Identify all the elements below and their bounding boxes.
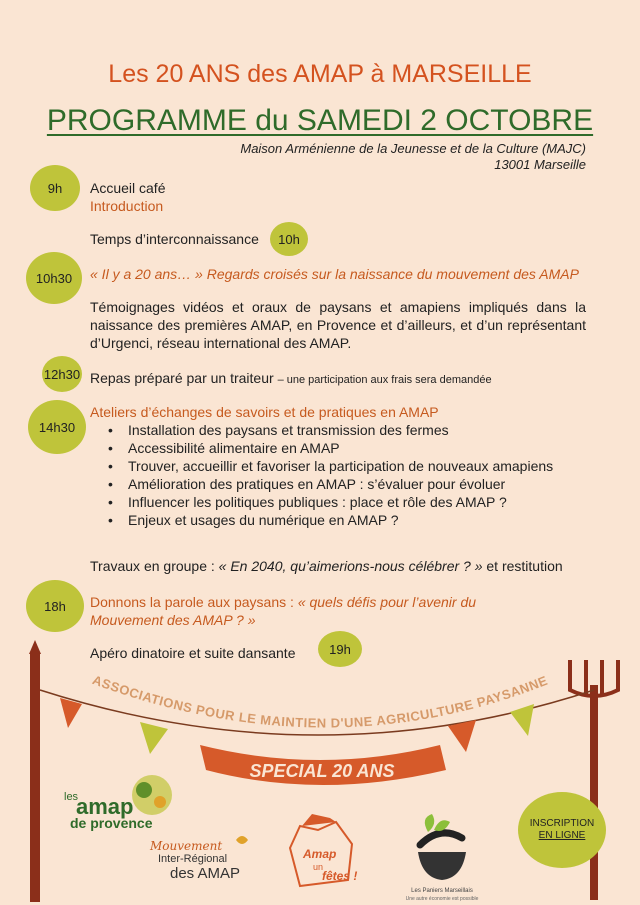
program-12h30 — [90, 369, 492, 389]
time-badge-19h: 19h — [318, 631, 362, 667]
svg-text:amap: amap — [76, 794, 134, 819]
bunting-decoration — [500, 0, 640, 105]
miramap-logo — [149, 836, 248, 882]
list-item: • Amélioration des pratiques en AMAP : s’évaluer pour évoluer — [90, 475, 586, 493]
svg-text:fêtes !: fêtes ! — [322, 869, 358, 883]
inscription-link[interactable]: EN LIGNE — [538, 830, 586, 841]
ilya20ans-quote: « Il y a 20 ans… » — [90, 266, 203, 282]
page-title: Les 20 ANS des AMAP à MARSEILLE — [108, 60, 532, 88]
time-badge-9h: 9h — [30, 165, 80, 211]
svg-text:Inter-Régional: Inter-Régional — [158, 853, 228, 865]
svg-text:ASSOCIATIONS POUR LE MAINTIEN — [91, 672, 550, 730]
program-10h30-title — [90, 265, 586, 283]
repas-note: – une participation aux frais sera demandée — [277, 374, 492, 386]
flag-orange-icon — [60, 698, 82, 728]
venue-name: Maison Arménienne de la Jeunesse et de la Culture (MAJC) — [240, 141, 586, 156]
leaf-icon — [425, 814, 434, 832]
time-badge-14h30: 14h30 — [28, 400, 86, 454]
ateliers-list — [90, 421, 586, 529]
inscription-label: INSCRIPTION — [529, 818, 595, 829]
page-subtitle: PROGRAMME du SAMEDI 2 OCTOBRE — [46, 104, 594, 137]
leaf-icon — [434, 820, 450, 831]
introduction-text: Introduction — [90, 198, 164, 214]
time-badge-18h: 18h — [26, 580, 84, 632]
ateliers-title: Ateliers d’échanges de savoirs et de pratiques en AMAP — [90, 404, 439, 420]
repas-text: Repas préparé par un traiteur — [90, 370, 274, 386]
travaux-groupe — [90, 557, 563, 575]
svg-text:Mouvement: Mouvement — [150, 839, 223, 853]
flag-green-icon — [510, 704, 534, 736]
svg-text:les: les — [64, 791, 79, 803]
program-10h30-description: Témoignages vidéos et oraux de paysans et amapiens impliqués dans la naissance des premières AMAP, en Provence et d’ailleurs, et d’un représentant d’Urgenci, réseau international des AMAP. — [90, 299, 586, 351]
program-18h — [90, 593, 530, 629]
list-item: • Installation des paysans et transmission des fermes — [90, 421, 586, 439]
svg-text:de provence: de provence — [70, 815, 153, 831]
amap-provence-logo — [64, 775, 172, 831]
paniers-marseillais-logo — [406, 814, 479, 902]
list-item: • Influencer les politiques publiques : place et rôle des AMAP ? — [90, 493, 586, 511]
travaux-quote: « En 2040, qu’aimerions-nous célébrer ? » — [218, 558, 483, 574]
amap-fetes-logo — [290, 814, 357, 886]
travaux-suffix: et restitution — [482, 558, 563, 574]
svg-text:des AMAP: des AMAP — [170, 865, 241, 882]
regards-text: Regards croisés sur la naissance du mouvement des AMAP — [206, 266, 579, 282]
travaux-prefix: Travaux en groupe : — [90, 558, 219, 574]
list-item: • Accessibilité alimentaire en AMAP — [90, 439, 586, 457]
svg-text:un: un — [313, 862, 324, 872]
venue-address — [240, 141, 586, 173]
svg-text:Les Paniers Marseillais: Les Paniers Marseillais — [411, 888, 473, 894]
banner-arc-text: ASSOCIATIONS POUR LE MAINTIEN D'UNE AGRICULTURE PAYSANNE — [90, 672, 550, 731]
time-badge-10h30: 10h30 — [26, 252, 82, 304]
time-badge-10h: 10h — [270, 222, 308, 256]
special-20-ans-text: SPECIAL 20 ANS — [249, 761, 395, 781]
list-item: • Enjeux et usages du numérique en AMAP ? — [90, 511, 586, 529]
left-pole — [30, 652, 40, 902]
interconnaissance-text: Temps d’interconnaissance — [90, 231, 259, 247]
apero-text: Apéro dinatoire et suite dansante — [90, 645, 296, 661]
list-item: • Trouver, accueillir et favoriser la participation de nouveaux amapiens — [90, 457, 586, 475]
flag-green-icon — [140, 722, 168, 754]
parole-prefix: Donnons la parole aux paysans : — [90, 594, 298, 610]
svg-text:Une autre économie est possibl: Une autre économie est possible — [405, 896, 479, 902]
program-9h — [90, 179, 165, 215]
inscription-button[interactable] — [518, 792, 606, 868]
time-badge-12h30: 12h30 — [42, 356, 82, 392]
svg-text:Amap: Amap — [303, 847, 337, 861]
butterfly-icon — [236, 836, 248, 844]
venue-city: 13001 Marseille — [494, 157, 586, 172]
accueil-text: Accueil café — [90, 180, 166, 196]
parole-quote: « quels défis pour l’avenir du Mouvement des AMAP ? » — [90, 594, 477, 628]
